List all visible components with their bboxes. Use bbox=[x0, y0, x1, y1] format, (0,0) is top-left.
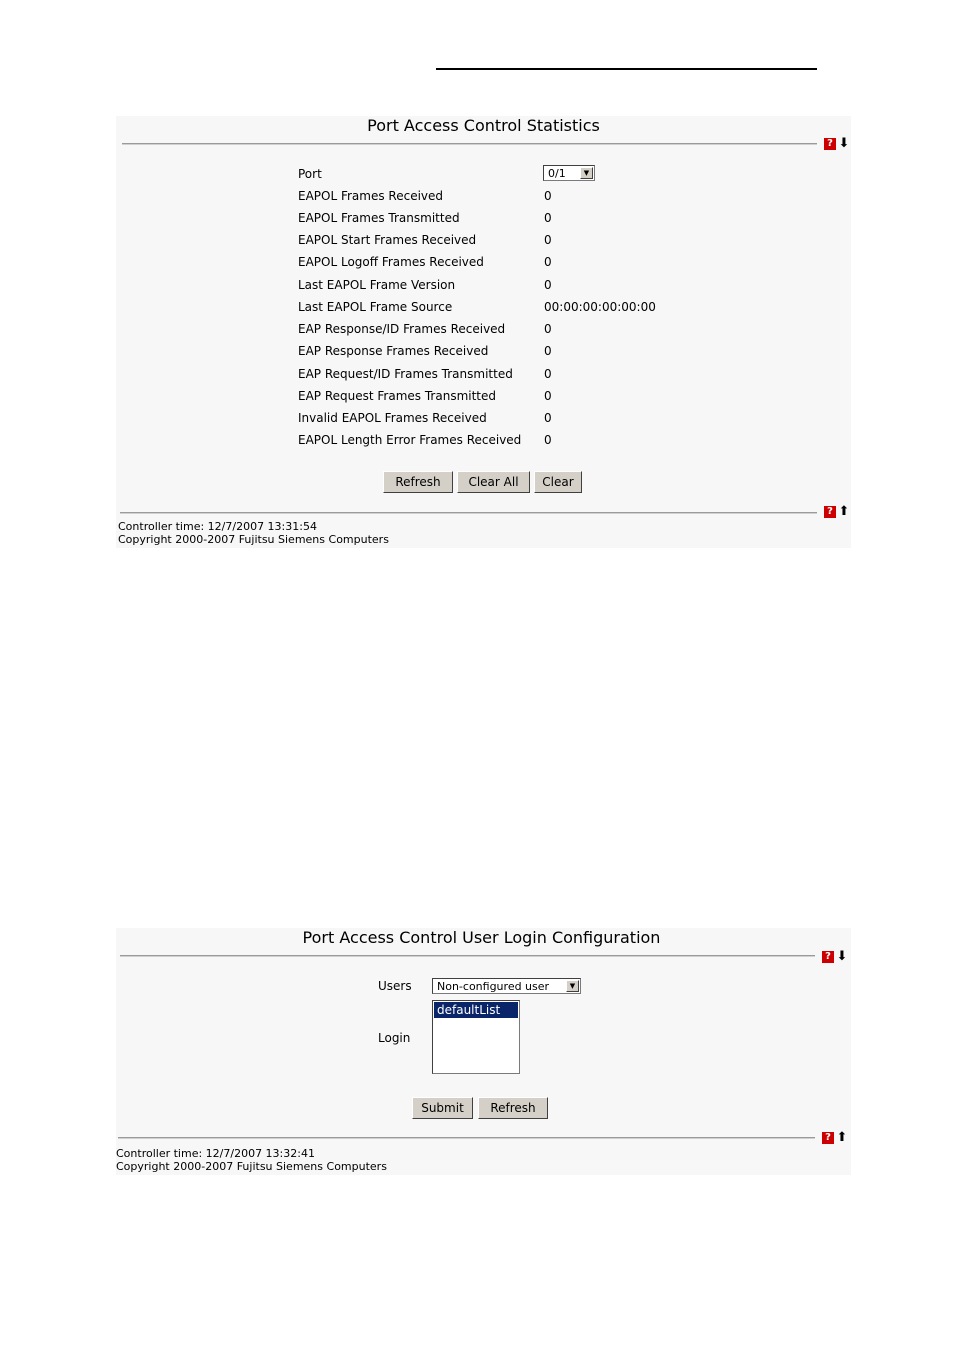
stat-label: EAPOL Length Error Frames Received bbox=[298, 433, 522, 447]
stat-label: EAP Request/ID Frames Transmitted bbox=[298, 367, 513, 381]
stat-value: 00:00:00:00:00:00 bbox=[544, 300, 656, 314]
stat-value: 0 bbox=[544, 411, 552, 425]
arrow-up-icon[interactable]: ⬆ bbox=[836, 1130, 848, 1145]
statistics-panel bbox=[116, 116, 851, 548]
stat-label: Last EAPOL Frame Source bbox=[298, 300, 453, 314]
help-icon[interactable]: ? bbox=[822, 1132, 834, 1144]
clear-all-button[interactable]: Clear All bbox=[457, 471, 530, 493]
arrow-down-icon[interactable]: ⬇ bbox=[836, 949, 848, 964]
stat-label: Last EAPOL Frame Version bbox=[298, 278, 456, 292]
stat-value: 0 bbox=[544, 389, 552, 403]
refresh-button[interactable]: Refresh bbox=[478, 1097, 548, 1119]
users-select[interactable] bbox=[432, 978, 581, 994]
stat-value: 0 bbox=[544, 278, 552, 292]
copyright: Copyright 2000-2007 Fujitsu Siemens Computers bbox=[118, 533, 389, 546]
help-icon[interactable]: ? bbox=[824, 506, 836, 518]
help-icon[interactable]: ? bbox=[822, 951, 834, 963]
stat-label: EAPOL Start Frames Received bbox=[298, 233, 477, 247]
stat-value: 0 bbox=[544, 344, 552, 358]
controller-time: Controller time: 12/7/2007 13:31:54 bbox=[118, 520, 317, 533]
arrow-down-icon[interactable]: ⬇ bbox=[838, 136, 850, 151]
user-login-panel bbox=[116, 928, 851, 1175]
stat-label: EAPOL Frames Received bbox=[298, 189, 444, 203]
login-option[interactable]: defaultList bbox=[434, 1002, 518, 1018]
port-label: Port bbox=[298, 167, 322, 181]
footer-divider bbox=[118, 1137, 815, 1139]
port-select[interactable] bbox=[543, 165, 595, 181]
stat-label: EAP Response/ID Frames Received bbox=[298, 322, 506, 336]
stat-value: 0 bbox=[544, 433, 552, 447]
stat-value: 0 bbox=[544, 233, 552, 247]
port-select-value: 0/1 bbox=[548, 167, 566, 180]
arrow-up-icon[interactable]: ⬆ bbox=[838, 504, 850, 519]
stat-label: EAP Request Frames Transmitted bbox=[298, 389, 496, 403]
stat-value: 0 bbox=[544, 367, 552, 381]
stat-label: Invalid EAPOL Frames Received bbox=[298, 411, 487, 425]
chevron-down-icon[interactable]: ▼ bbox=[566, 980, 579, 992]
stat-label: EAP Response Frames Received bbox=[298, 344, 489, 358]
clear-button[interactable]: Clear bbox=[534, 471, 582, 493]
stat-value: 0 bbox=[544, 322, 552, 336]
stat-label: EAPOL Logoff Frames Received bbox=[298, 255, 484, 269]
users-select-value: Non-configured user bbox=[437, 980, 550, 993]
page-title: Port Access Control Statistics bbox=[367, 116, 600, 135]
header-divider bbox=[120, 955, 815, 957]
controller-time: Controller time: 12/7/2007 13:32:41 bbox=[116, 1147, 315, 1160]
help-icon[interactable]: ? bbox=[824, 138, 836, 150]
login-label: Login bbox=[378, 1031, 411, 1045]
login-listbox[interactable] bbox=[432, 1000, 520, 1074]
chevron-down-icon[interactable]: ▼ bbox=[580, 167, 593, 179]
stat-value: 0 bbox=[544, 189, 552, 203]
refresh-button[interactable]: Refresh bbox=[383, 471, 453, 493]
users-label: Users bbox=[378, 979, 412, 993]
submit-button[interactable]: Submit bbox=[412, 1097, 473, 1119]
document-top-rule bbox=[436, 68, 817, 70]
stat-value: 0 bbox=[544, 255, 552, 269]
page-title: Port Access Control User Login Configuration bbox=[302, 928, 661, 947]
header-divider bbox=[122, 143, 817, 145]
footer-divider bbox=[120, 512, 817, 514]
copyright: Copyright 2000-2007 Fujitsu Siemens Computers bbox=[116, 1160, 387, 1173]
stat-value: 0 bbox=[544, 211, 552, 225]
stat-label: EAPOL Frames Transmitted bbox=[298, 211, 460, 225]
